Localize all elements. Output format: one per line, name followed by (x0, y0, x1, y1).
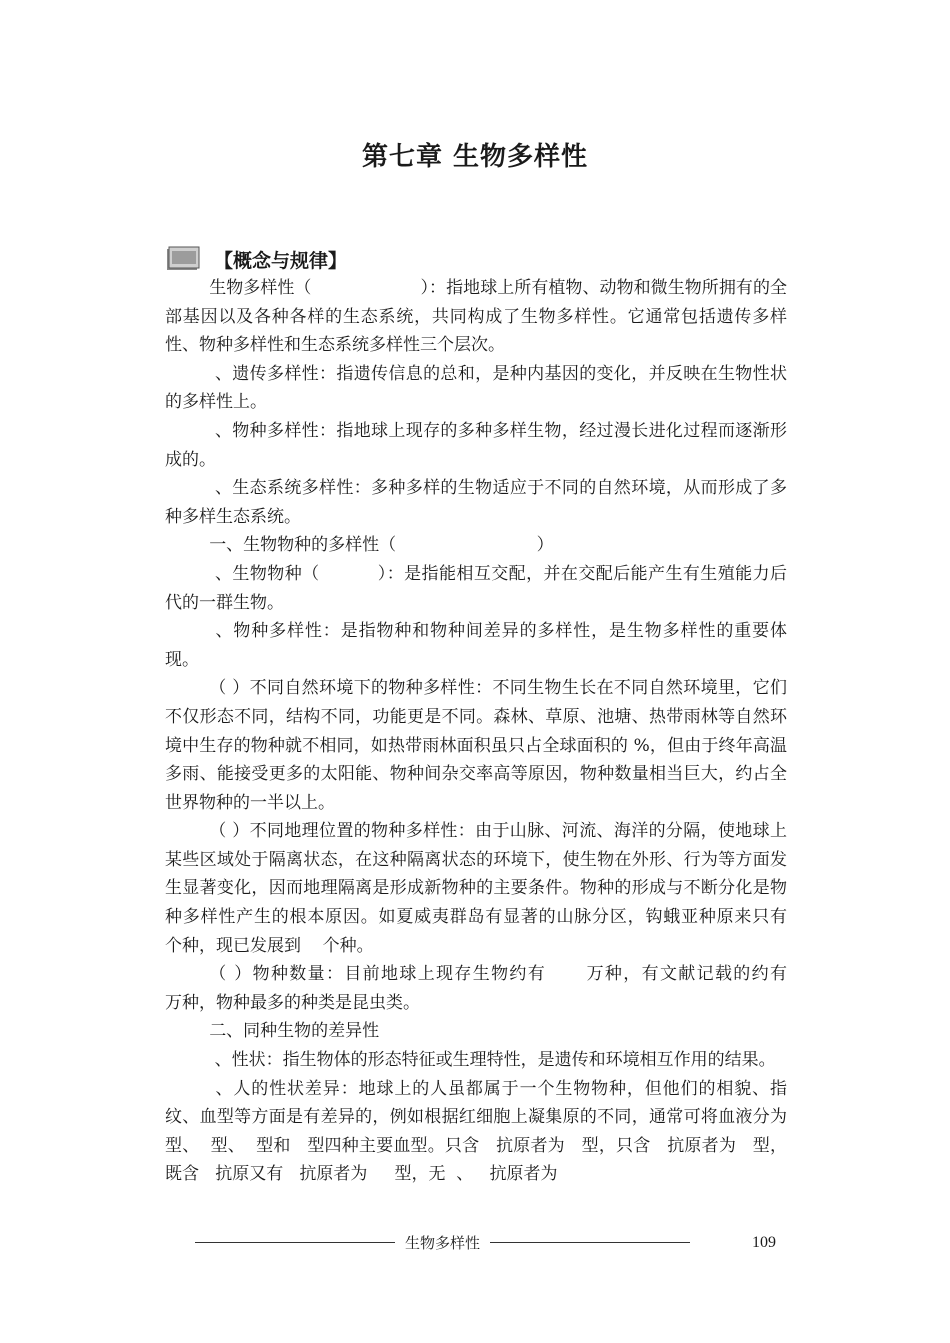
paragraph-species-diversity-detail: 、物种多样性：是指物种和物种间差异的多样性，是生物多样性的重要体现。 (165, 621, 788, 670)
footer-rule-right (490, 1242, 690, 1243)
section-header (166, 242, 347, 276)
paragraph-species-definition: 、生物物种（ ）：是指能相互交配，并在交配后能产生有生殖能力后代的一群生物。 (165, 563, 787, 613)
paragraph-natural-environments: （ ）不同自然环境下的物种多样性：不同生物生长在不同自然环境里，它们不仅形态不同，结构不同，功能更是不同。森林、草原、池塘、热带雨林等自然环境中生存的物种就不相同，如热带雨林面积虽只占全球面积的 %，但由于终年高温多雨、能接受更多的太阳能、物种间杂交率高等原因，物种数量相当巨大，约占全世界物种的一半以上。 (165, 678, 787, 813)
body-text (165, 274, 820, 1189)
footer-rule-left (195, 1242, 395, 1243)
paragraph-geographic-locations: （ ）不同地理位置的物种多样性：由于山脉、河流、海洋的分隔，使地球上某些区域处于隔离状态，在这种隔离状态的环境下，使生物在外形、行为等方面发生显著变化，因而地理隔离是形成新物种的主要条件。物种的形成与不断分化是物种多样性产生的根本原因。如夏威夷群岛有显著的山脉分区，钩蛾亚种原来只有 个种，现已发展到 个种。 (165, 821, 804, 956)
section-title: 【概念与规律】 (214, 249, 348, 272)
chapter-title: 第七章 生物多样性 (361, 142, 589, 172)
page-number: 109 (752, 1234, 776, 1251)
paragraph-traits: 、性状：指生物体的形态特征或生理特性，是遗传和环境相互作用的结果。 (209, 1050, 776, 1071)
folder-icon (166, 246, 200, 272)
paragraph-biodiversity-definition: 生物多样性（ ）：指地球上所有植物、动物和微生物所拥有的全部基因以及各种各样的生态系统，共同构成了生物多样性。它通常包括遗传多样性、物种多样性和生态系统多样性三个层次。 (165, 278, 787, 356)
page-footer (195, 1232, 690, 1253)
paragraph-ecosystem-diversity: 、生态系统多样性：多种多样的生物适应于不同的自然环境，从而形成了多种多样生态系统。 (165, 478, 787, 527)
footer-title: 生物多样性 (405, 1234, 481, 1252)
paragraph-genetic-diversity: 、遗传多样性：指遗传信息的总和，是种内基因的变化，并反映在生物性状的多样性上。 (165, 363, 787, 413)
paragraph-species-diversity: 、物种多样性：指地球上现存的多种多样生物，经过漫长进化过程而逐渐形成的。 (165, 420, 787, 470)
heading-intraspecies-variation: 二、同种生物的差异性 (209, 1021, 380, 1042)
paragraph-human-traits: 、人的性状差异：地球上的人虽都属于一个生物物种，但他们的相貌、指纹、血型等方面是有差异的，例如根据红细胞上凝集原的不同，通常可将血液分为 型、 型、 型和 型四种主要血型。只含 抗原者为 型，只含 抗原者为 型，既含 抗原又有 抗原者为 型，无 、 抗原者为 (165, 1078, 804, 1185)
heading-species-diversity: 一、生物物种的多样性（ ） (209, 535, 554, 556)
paragraph-species-count: （ ）物种数量：目前地球上现存生物约有 万种，有文献记载的约有 万种，物种最多的种类是昆虫类。 (165, 964, 820, 1013)
